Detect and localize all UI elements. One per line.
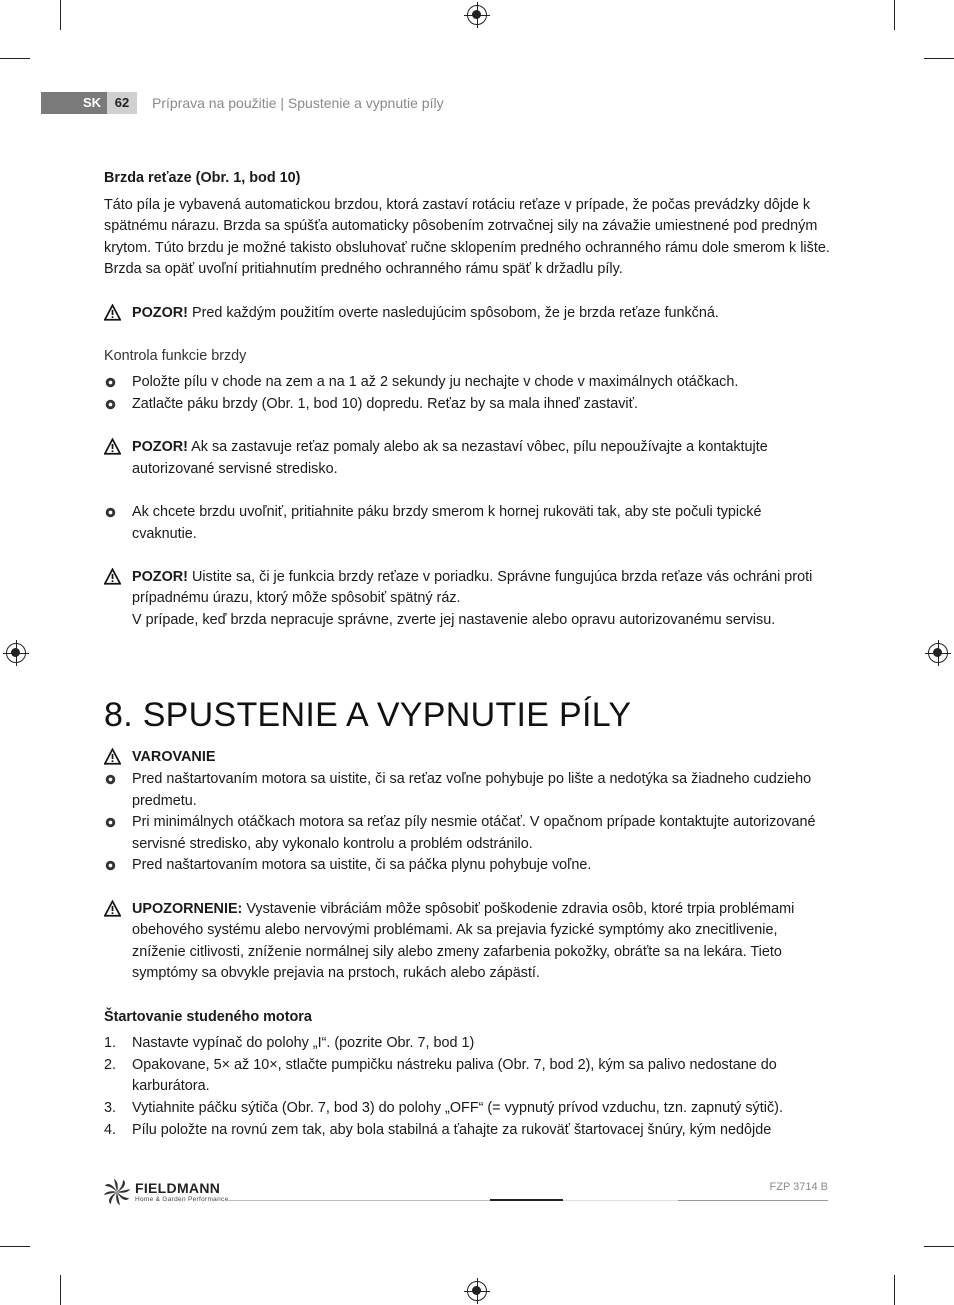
footer-rule	[228, 1200, 490, 1201]
registration-mark-icon	[467, 1281, 487, 1301]
step-number: 1.	[104, 1035, 117, 1052]
step-number: 3.	[104, 1099, 117, 1116]
warning-note	[104, 747, 830, 769]
warning-text: Ak sa zastavuje reťaz pomaly alebo ak sa nezastaví vôbec, pílu nepoužívajte a kontaktujte autorizované servisné stredisko.	[132, 439, 768, 477]
language-badge: SK	[41, 92, 107, 114]
numbered-item	[104, 1033, 830, 1055]
crop-mark	[894, 0, 895, 30]
warning-text: Vystavenie vibráciám môže spôsobiť poškodenie zdravia osôb, ktoré trpia problémami obehového systému alebo nervovými problémami. Ak sa prejavia fyzické symptómy ako znecitlivenie, zníženie citlivosti, zníženie normálnej sily alebo zmeny zafarbenia pokožky, obráťte sa na lekára. Tieto symptómy sa obvykle prejavia na prstoch, rukách alebo zápästí.	[132, 900, 795, 982]
warning-triangle-icon	[104, 748, 121, 765]
step-number: 4.	[104, 1121, 117, 1138]
crop-mark	[0, 58, 30, 59]
list-item	[104, 502, 830, 545]
crop-mark	[60, 1275, 61, 1305]
step-number: 2.	[104, 1056, 117, 1073]
warning-note	[104, 899, 830, 985]
warning-text: Uistite sa, či je funkcia brzdy reťaze v poriadku. Správne fungujúca brzda reťaze vás ochráni proti prípadnému úrazu, ktorý môže spôsobiť spätný ráz.	[132, 568, 813, 607]
warning-triangle-icon	[104, 438, 121, 455]
warning-note	[104, 567, 830, 632]
section-heading: Štartovanie studeného motora	[104, 1008, 312, 1025]
list-item-text: Ak chcete brzdu uvoľniť, pritiahnite páku brzdy smerom k hornej rukoväti tak, aby ste počuli typické cvaknutie.	[132, 503, 762, 542]
list-item	[104, 855, 830, 877]
model-number: FZP 3714 B	[769, 1181, 828, 1193]
step-text: Opakovane, 5× až 10×, stlačte pumpičku nástreku paliva (Obr. 7, bod 2), kým sa palivo nedostane do karburátora.	[132, 1056, 777, 1095]
step-text: Nastavte vypínač do polohy „I“. (pozrite Obr. 7, bod 1)	[132, 1035, 475, 1052]
step-text: Vytiahnite páčku sýtiča (Obr. 7, bod 3) do polohy „OFF“ (= vypnutý prívod vzduchu, tzn. zapnutý sýtič).	[132, 1099, 783, 1116]
brand-name: FIELDMANN	[135, 1180, 221, 1196]
warning-note	[104, 437, 830, 480]
fieldmann-logo	[103, 1178, 233, 1208]
warning-triangle-icon	[104, 900, 121, 917]
registration-mark-icon	[928, 643, 948, 663]
registration-mark-icon	[6, 643, 26, 663]
warning-label: UPOZORNENIE:	[132, 900, 243, 917]
crop-mark	[0, 1246, 30, 1247]
warning-label: POZOR!	[132, 568, 188, 585]
subsection-title: Kontrola funkcie brzdy	[104, 347, 247, 364]
list-item	[104, 394, 830, 416]
step-text: Pílu položte na rovnú zem tak, aby bola stabilná a ťahajte za rukoväť štartovacej šnúry, kým nedôjde	[132, 1121, 772, 1138]
page-number: 62	[107, 92, 137, 114]
crop-mark	[924, 1246, 954, 1247]
numbered-item	[104, 1055, 830, 1098]
section-heading: Brzda reťaze (Obr. 1, bod 10)	[104, 170, 301, 186]
list-item-text: Pred naštartovaním motora sa uistite, či sa reťaz voľne pohybuje po lište a nedotýka sa žiadneho cudzieho predmetu.	[132, 771, 812, 809]
bullet-icon	[105, 817, 116, 828]
paragraph: Táto píla je vybavená automatickou brzdou, ktorá zastaví rotáciu reťaze v prípade, že počas prevádzky dôjde k spätnému nárazu. Brzda sa spúšťa automaticky pôsobením zotrvačnej sily na závažie umiestnené pod predným krytom. Túto brzdu je možné takisto obsluhovať ručne sklopením predného ochranného rámu dole smerom k lište. Brzda sa opäť uvoľní pritiahnutím predného ochranného rámu späť k držadlu píly.	[104, 196, 830, 278]
chapter-title: 8. SPUSTENIE A VYPNUTIE PÍLY	[104, 696, 632, 735]
bullet-icon	[105, 507, 116, 518]
numbered-item	[104, 1098, 830, 1120]
list-item-text: Pred naštartovaním motora sa uistite, či sa páčka plynu pohybuje voľne.	[132, 857, 592, 874]
warning-label: POZOR!	[132, 439, 188, 456]
brand-tagline: Home & Garden Performance	[135, 1196, 229, 1203]
list-item-text: Položte pílu v chode na zem a na 1 až 2 sekundy ju nechajte v chode v maximálnych otáčkach.	[132, 374, 739, 391]
list-item	[104, 769, 830, 812]
warning-text: Pred každým použitím overte nasledujúcim spôsobom, že je brzda reťaze funkčná.	[187, 304, 719, 321]
warning-note	[104, 303, 830, 325]
list-item	[104, 812, 830, 855]
warning-triangle-icon	[104, 568, 121, 585]
footer-rule	[678, 1200, 828, 1201]
bullet-icon	[105, 774, 116, 785]
footer-rule	[563, 1200, 678, 1201]
crop-mark	[894, 1275, 895, 1305]
footer-rule	[490, 1199, 563, 1201]
crop-mark	[60, 0, 61, 30]
list-item-text: Zatlačte páku brzdy (Obr. 1, bod 10) dopredu. Reťaz by sa mala ihneď zastaviť.	[132, 395, 638, 412]
numbered-item	[104, 1120, 830, 1142]
bullet-icon	[105, 399, 116, 410]
crop-mark	[924, 58, 954, 59]
bullet-icon	[105, 860, 116, 871]
warning-label: VAROVANIE	[132, 749, 216, 766]
page-content	[104, 168, 830, 1141]
list-item	[104, 372, 830, 394]
fan-logo-icon	[103, 1178, 131, 1206]
list-item-text: Pri minimálnych otáčkach motora sa reťaz píly nesmie otáčať. V opačnom prípade kontaktujte autorizované servisné stredisko, aby vykonalo kontrolu a problém odstránilo.	[132, 814, 816, 852]
bullet-icon	[105, 377, 116, 388]
warning-triangle-icon	[104, 304, 121, 321]
registration-mark-icon	[467, 5, 487, 25]
warning-label: POZOR!	[132, 304, 188, 321]
running-header: Príprava na použitie | Spustenie a vypnutie píly	[152, 95, 444, 111]
warning-text: V prípade, keď brzda nepracuje správne, zverte jej nastavenie alebo opravu autorizovanému servisu.	[132, 611, 776, 628]
